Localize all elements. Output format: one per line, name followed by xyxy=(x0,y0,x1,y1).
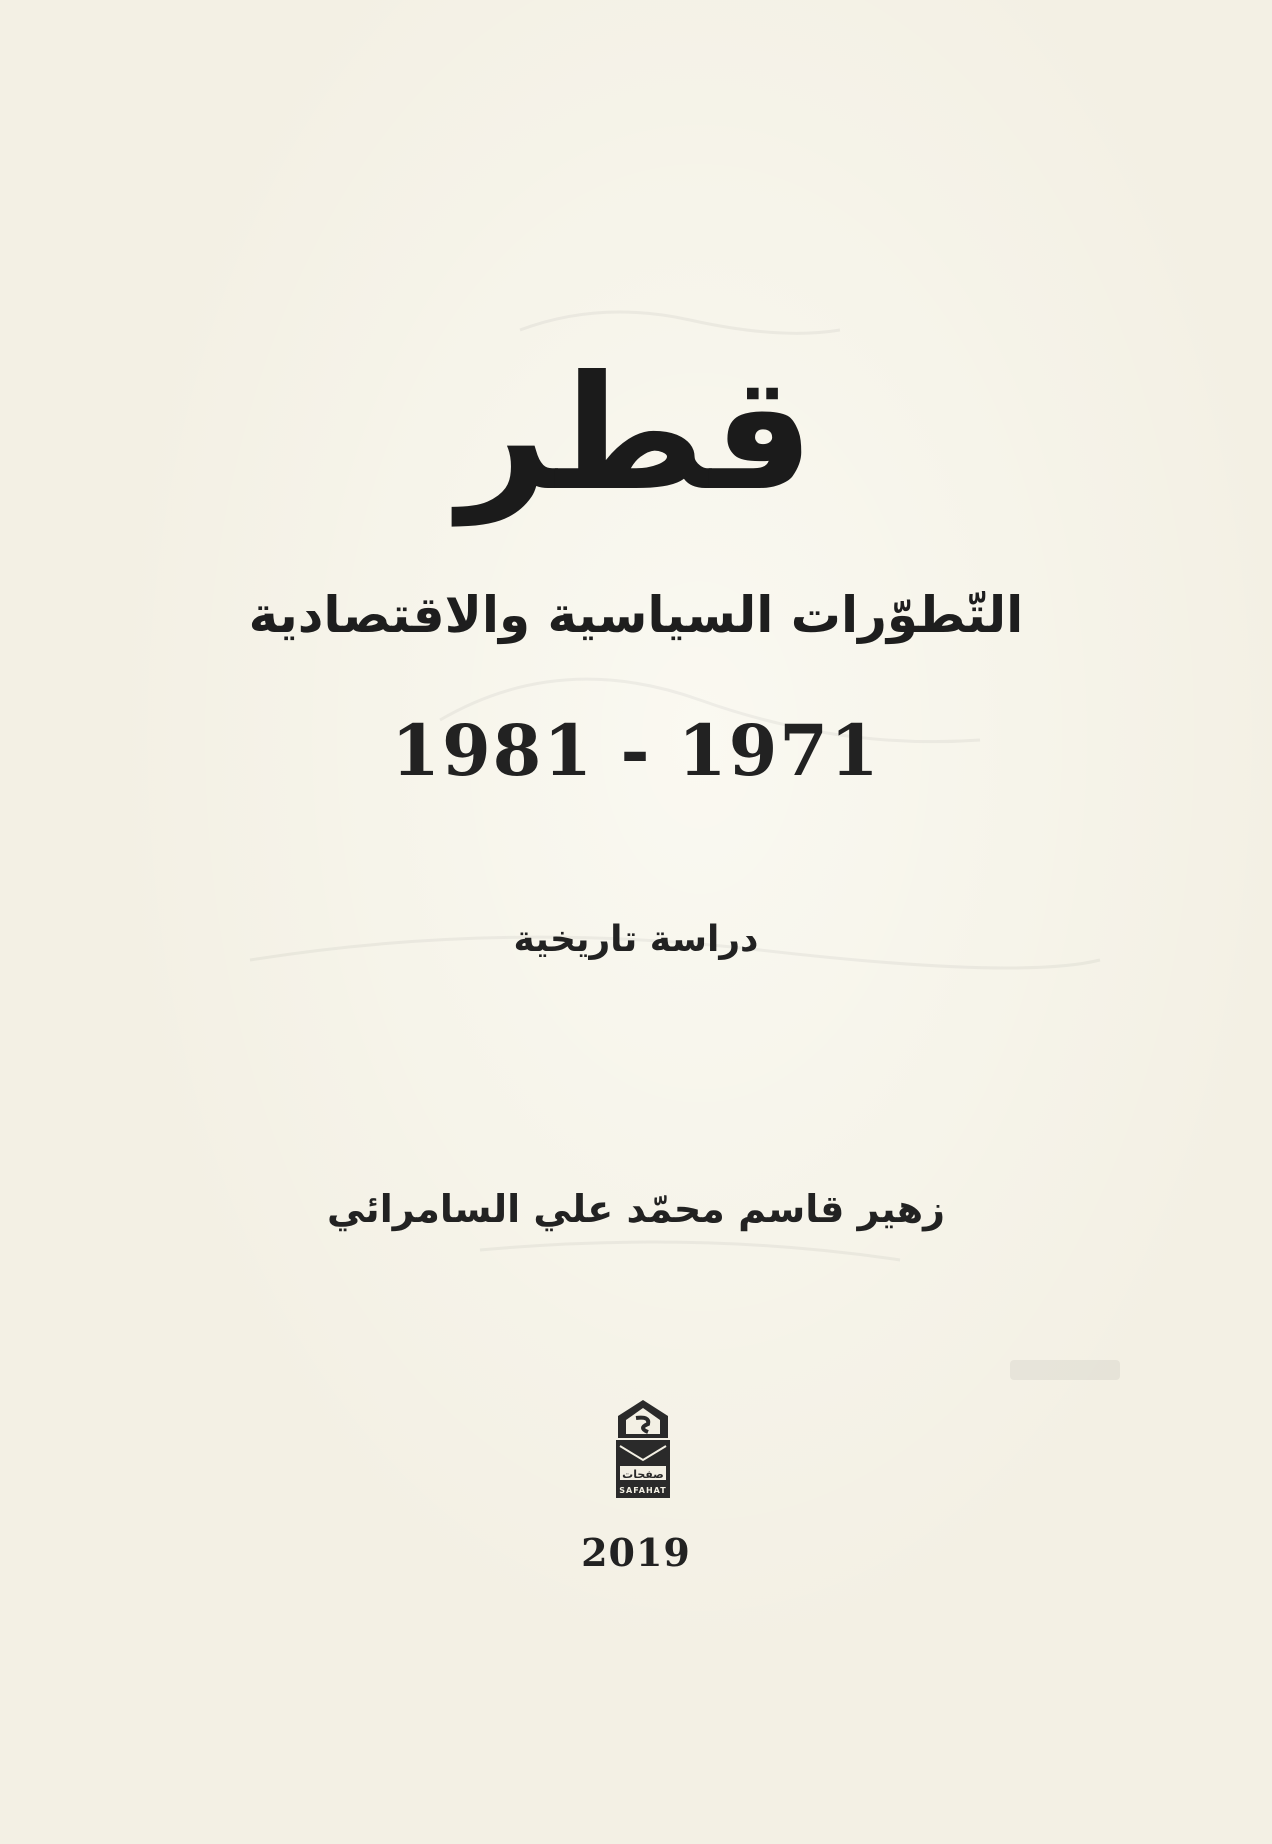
book-years: 1981 - 1971 xyxy=(391,709,881,792)
svg-text:صفحات: صفحات xyxy=(622,1468,664,1481)
author-name: زهير قاسم محمّد علي السامرائي xyxy=(326,1187,945,1231)
svg-text:SAFAHAT: SAFAHAT xyxy=(619,1486,667,1495)
publication-year: 2019 xyxy=(581,1530,691,1575)
book-subtitle: التّطوّرات السياسية والاقتصادية xyxy=(248,586,1024,644)
study-type: دراسة تاريخية xyxy=(513,919,759,960)
publisher-logo-icon xyxy=(608,1398,678,1510)
book-title: قطر xyxy=(458,342,814,526)
